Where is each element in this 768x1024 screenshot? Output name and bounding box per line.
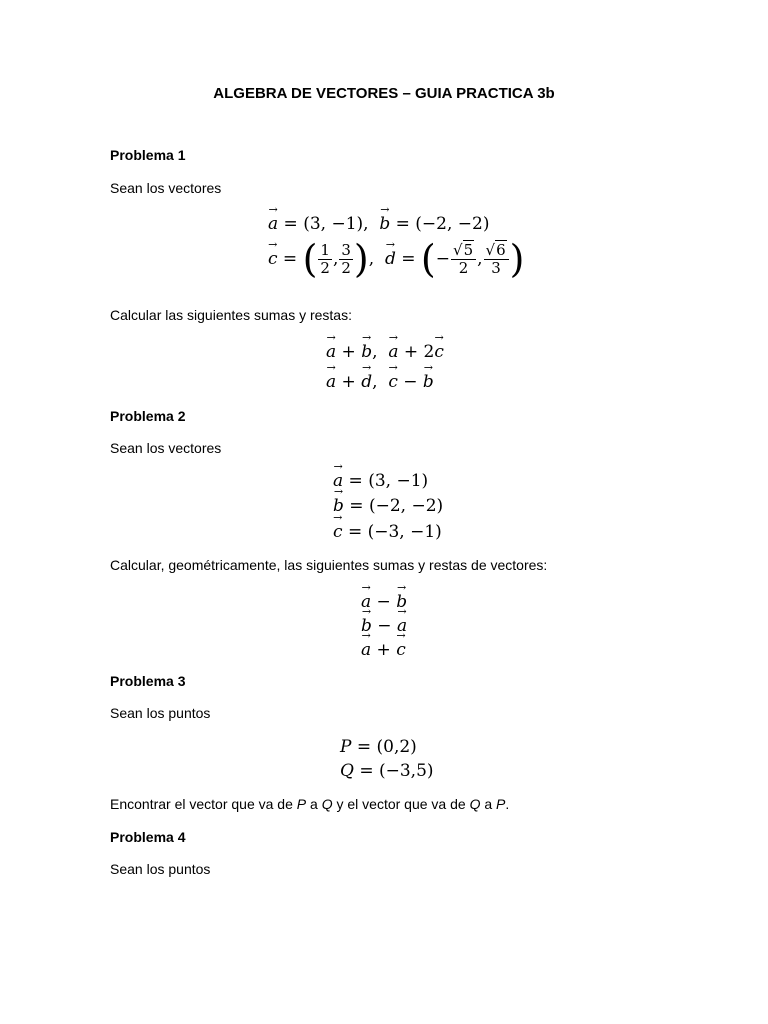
problem-1-heading: Problema 1 — [110, 147, 186, 163]
problem-2-instruction: Calcular, geométricamente, las siguientes sumas y restas de vectores: — [110, 557, 548, 573]
problem-1-intro: Sean los vectores — [110, 180, 222, 196]
problem-1-vectors-cd: → c = ( $\frac{1}{2}$ , $\frac{3}{2}$ ) , → d = ( − $\frac{√5}{2}$ , $\frac{√6}{3}$ ) — [268, 240, 524, 278]
problem-3-point-p: P = (0,2) — [340, 737, 417, 757]
problem-3-point-q: Q = (−3,5) — [340, 761, 434, 781]
problem-2-expression-1: → a − → b — [361, 592, 407, 612]
problem-2-vector-c: → c = (−3, −1) — [333, 522, 442, 542]
problem-3-intro: Sean los puntos — [110, 705, 211, 721]
fraction-c2: $\frac{3}{2}$ — [341, 240, 351, 277]
problem-2-expression-3: → a + → c — [361, 640, 406, 660]
problem-3-heading: Problema 3 — [110, 673, 186, 689]
problem-4-heading: Problema 4 — [110, 829, 186, 845]
vector-a-symbol: → a — [268, 214, 278, 234]
problem-1-instruction: Calcular las siguientes sumas y restas: — [110, 307, 352, 323]
vector-d-symbol: → d — [385, 249, 396, 269]
problem-2-expression-2: → b − → a — [361, 616, 407, 636]
problem-1-vectors-ab — [268, 214, 490, 234]
problem-2-vector-b: → b = (−2, −2) — [333, 496, 443, 516]
problem-2-vector-a: → a = (3, −1) — [333, 471, 428, 491]
problem-3-instruction: Encontrar el vector que va de P a Q y el vector que va de Q a P. — [110, 796, 510, 812]
problem-4-intro: Sean los puntos — [110, 861, 211, 877]
vector-b-value: = (−2, −2) — [395, 214, 490, 234]
document-title: ALGEBRA DE VECTORES – GUIA PRACTICA 3b — [213, 85, 555, 102]
problem-2-intro: Sean los vectores — [110, 440, 222, 456]
vector-b-symbol: → b — [379, 214, 390, 234]
vector-a-value: = (3, −1), — [283, 214, 369, 234]
fraction-d2: $\frac{√6}{3}$ — [484, 242, 509, 277]
fraction-c1: $\frac{1}{2}$ — [320, 240, 330, 277]
problem-2-heading: Problema 2 — [110, 408, 186, 424]
vector-c-symbol: → c — [268, 249, 278, 269]
fraction-d1: $\frac{√5}{2}$ — [451, 242, 476, 277]
problem-1-expressions-row2: → a + → d, → c − → b — [326, 372, 434, 392]
problem-1-expressions-row1: → a + → b, → a + 2→ c — [326, 342, 444, 362]
